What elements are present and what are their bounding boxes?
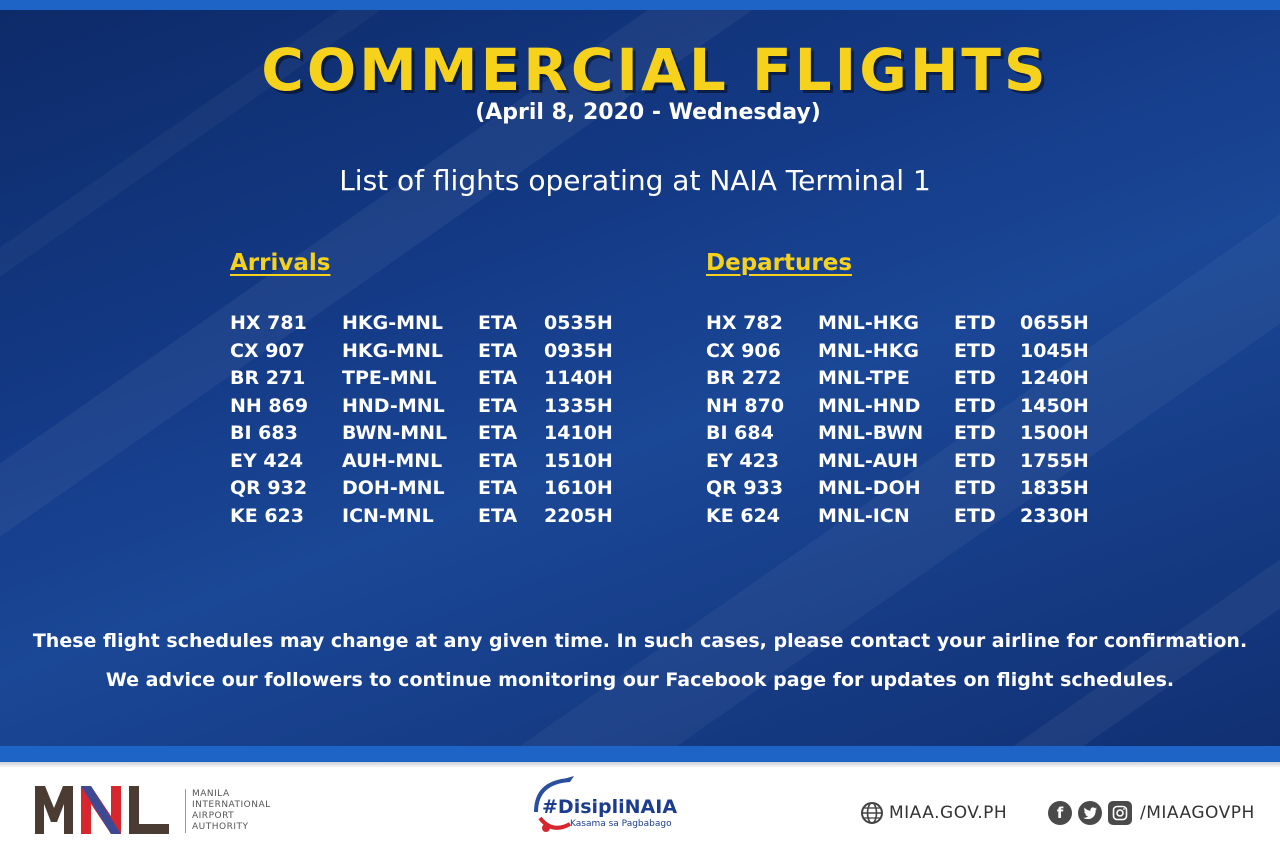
time: 1835H: [1020, 477, 1089, 499]
schedule-change-note: These flight schedules may change at any given time. In such cases, please contact your airline for confirmation.: [32, 630, 1248, 652]
time-type: ETA: [478, 367, 518, 389]
time-type: ETA: [478, 312, 518, 334]
route: BWN-MNL: [342, 422, 448, 444]
flight-number: EY 424: [230, 449, 304, 472]
route: MNL-BWN: [818, 422, 924, 444]
time: 2330H: [1020, 504, 1089, 527]
time: 1500H: [1020, 422, 1089, 444]
flight-number: CX 907: [230, 339, 305, 362]
flight-number: CX 906: [706, 339, 781, 362]
arrivals-heading: Arrivals: [230, 250, 331, 276]
time-type: ETA: [478, 504, 518, 527]
time: 1410H: [544, 422, 613, 444]
facebook-monitoring-note: We advice our followers to continue monitoring our Facebook page for updates on flight schedules.: [105, 669, 1175, 691]
flight-number: QR 932: [230, 477, 308, 499]
time: 1240H: [1020, 367, 1089, 389]
flight-number: BR 271: [230, 367, 306, 389]
time: 1755H: [1020, 449, 1089, 472]
route: TPE-MNL: [342, 367, 437, 389]
route: ICN-MNL: [342, 504, 434, 527]
flight-number: BI 684: [706, 422, 774, 444]
website-link[interactable]: [860, 800, 1007, 826]
campaign-hashtag: #DisipliNAIA: [542, 796, 678, 818]
route: MNL-HKG: [818, 339, 920, 362]
poster-date: (April 8, 2020 - Wednesday): [475, 100, 821, 125]
route: MNL-ICN: [818, 504, 910, 527]
flight-number: QR 933: [706, 477, 784, 499]
time: 2205H: [544, 504, 613, 527]
time-type: ETD: [954, 504, 996, 527]
time-type: ETA: [478, 394, 518, 417]
route: MNL-HKG: [818, 312, 920, 334]
flight-number: NH 870: [706, 394, 785, 417]
time: 0935H: [544, 339, 613, 362]
social-links[interactable]: [1048, 800, 1255, 826]
flight-number: KE 624: [706, 504, 780, 527]
time: 1140H: [544, 367, 613, 389]
website-url: MIAA.GOV.PH: [889, 803, 1008, 823]
time-type: ETD: [954, 367, 996, 389]
flight-number: EY 423: [706, 449, 780, 472]
top-accent-bar: [0, 0, 1280, 10]
flight-number: HX 782: [706, 312, 783, 334]
facebook-icon[interactable]: f: [1048, 801, 1072, 825]
time-type: ETD: [954, 422, 996, 444]
poster-subtitle: List of flights operating at NAIA Terminal 1: [339, 164, 931, 197]
time: 0655H: [1020, 312, 1089, 334]
time-type: ETA: [478, 477, 518, 499]
footer-divider: [0, 762, 1280, 768]
route: DOH-MNL: [342, 477, 445, 499]
flight-number: BI 683: [230, 422, 298, 444]
disiplinaia-logo: [530, 772, 680, 838]
route: MNL-TPE: [818, 367, 910, 389]
time-type: ETA: [478, 339, 518, 362]
globe-icon: [860, 801, 884, 825]
route: MNL-DOH: [818, 477, 921, 499]
time-type: ETD: [954, 477, 996, 499]
route: HKG-MNL: [342, 339, 444, 362]
time-type: ETA: [478, 422, 518, 444]
instagram-icon[interactable]: [1108, 801, 1132, 825]
time-type: ETD: [954, 394, 996, 417]
departures-heading: Departures: [706, 250, 853, 276]
mnl-logo: [33, 784, 173, 834]
campaign-tagline: Kasama sa Pagbabago: [570, 819, 672, 829]
time: 1610H: [544, 477, 613, 499]
time: 0535H: [544, 312, 613, 334]
route: HKG-MNL: [342, 312, 444, 334]
route: HND-MNL: [342, 394, 445, 417]
time: 1450H: [1020, 394, 1089, 417]
flight-number: NH 869: [230, 394, 309, 417]
agency-name: MANILA INTERNATIONAL AIRPORT AUTHORITY: [185, 789, 272, 833]
route: AUH-MNL: [342, 449, 443, 472]
time-type: ETD: [954, 339, 996, 362]
route: MNL-AUH: [818, 449, 919, 472]
time: 1510H: [544, 449, 613, 472]
flight-number: KE 623: [230, 504, 304, 527]
time: 1045H: [1020, 339, 1089, 362]
poster-title: COMMERCIAL FLIGHTS: [261, 36, 1049, 104]
twitter-icon[interactable]: [1078, 801, 1102, 825]
time-type: ETD: [954, 312, 996, 334]
social-handle: /MIAAGOVPH: [1140, 803, 1255, 823]
time-type: ETA: [478, 449, 518, 472]
time: 1335H: [544, 394, 613, 417]
flight-number: HX 781: [230, 312, 307, 334]
time-type: ETD: [954, 449, 996, 472]
route: MNL-HND: [818, 394, 921, 417]
flight-number: BR 272: [706, 367, 782, 389]
bottom-accent-bar: [0, 746, 1280, 762]
